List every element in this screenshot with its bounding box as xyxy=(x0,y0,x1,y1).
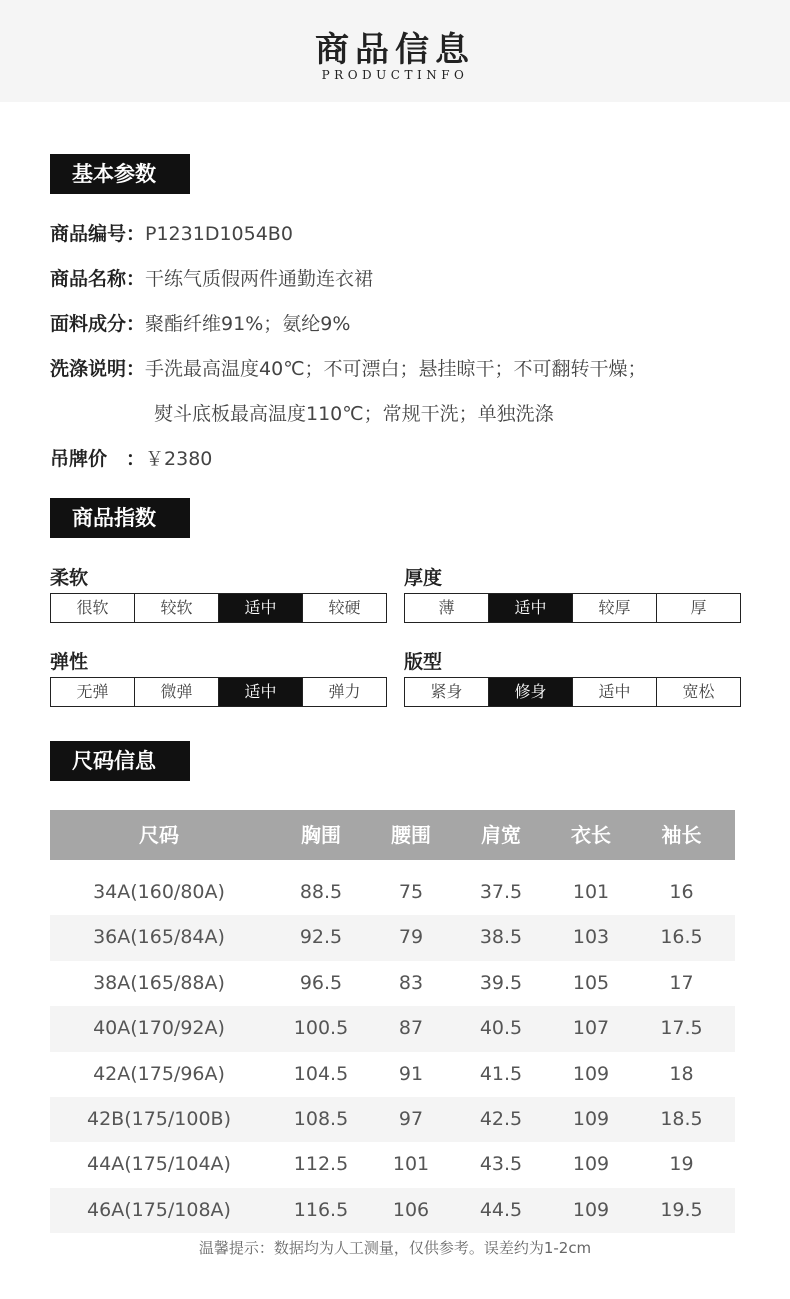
table-row xyxy=(50,870,735,915)
index-scale xyxy=(50,677,387,707)
table-cell: 43.5 xyxy=(479,1153,523,1176)
table-cell: 46A(175/108A) xyxy=(87,1198,231,1221)
param-label: 商品名称： xyxy=(50,268,146,290)
column-header: 腰围 xyxy=(391,823,431,847)
table-cell: 41.5 xyxy=(479,1062,523,1085)
table-row xyxy=(50,1006,735,1051)
table-cell: 38.5 xyxy=(479,926,523,949)
section-title-size: 尺码信息 xyxy=(50,741,190,781)
table-cell: 17 xyxy=(669,971,694,994)
table-row xyxy=(50,961,735,1006)
table-cell: 96.5 xyxy=(299,971,343,994)
index-option-selected: 适中 xyxy=(218,678,302,706)
table-cell: 34A(160/80A) xyxy=(93,881,225,903)
index-option: 厚 xyxy=(656,594,740,622)
index-option: 适中 xyxy=(572,678,656,706)
param-row-name xyxy=(50,266,373,292)
param-label: 面料成分： xyxy=(50,313,146,335)
table-cell: 83 xyxy=(398,971,424,994)
measurement-note: 温馨提示：数据均为人工测量，仅供参考。误差约为1-2cm xyxy=(198,1239,592,1257)
table-cell: 36A(165/84A) xyxy=(93,926,225,949)
table-cell: 37.5 xyxy=(479,881,523,903)
table-cell: 101 xyxy=(572,881,610,903)
table-cell: 91 xyxy=(398,1062,424,1085)
index-option: 微弹 xyxy=(134,678,218,706)
table-cell: 105 xyxy=(572,971,610,994)
index-option: 较厚 xyxy=(572,594,656,622)
table-cell: 16 xyxy=(669,881,694,903)
param-label: 洗涤说明： xyxy=(50,358,146,380)
page-subtitle: PRODUCTINFO xyxy=(321,68,469,82)
param-value: 熨斗底板最高温度110℃；常规干洗；单独洗涤 xyxy=(154,403,554,425)
table-cell: 40A(170/92A) xyxy=(93,1017,225,1040)
index-option: 宽松 xyxy=(656,678,740,706)
table-cell: 92.5 xyxy=(299,926,343,949)
index-option: 薄 xyxy=(438,598,455,617)
param-label: 商品编号： xyxy=(50,223,146,245)
param-value: 聚酯纤维91%；氨纶9% xyxy=(145,313,351,335)
index-option: 无弹 xyxy=(76,682,109,701)
index-option: 弹力 xyxy=(302,678,386,706)
table-cell: 44.5 xyxy=(479,1198,523,1221)
index-option-selected: 适中 xyxy=(218,594,302,622)
table-cell: 104.5 xyxy=(293,1062,349,1085)
table-cell: 42A(175/96A) xyxy=(93,1062,225,1085)
table-cell: 109 xyxy=(572,1062,610,1085)
table-cell: 106 xyxy=(392,1198,430,1221)
table-row xyxy=(50,1052,735,1097)
size-table-header xyxy=(50,810,735,860)
table-cell: 42.5 xyxy=(479,1107,523,1130)
index-option: 较软 xyxy=(134,594,218,622)
page-title: 商品信息 xyxy=(315,30,475,70)
table-cell: 97 xyxy=(398,1107,424,1130)
table-cell: 116.5 xyxy=(293,1198,349,1221)
index-option-selected: 适中 xyxy=(488,594,572,622)
index-group-softness xyxy=(50,565,387,623)
table-cell: 16.5 xyxy=(660,926,703,949)
index-scale xyxy=(50,593,387,623)
index-option: 紧身 xyxy=(430,682,463,701)
table-cell: 75 xyxy=(398,881,424,903)
table-cell: 87 xyxy=(398,1017,424,1040)
section-title-index: 商品指数 xyxy=(50,498,190,538)
table-cell: 18 xyxy=(669,1062,694,1085)
param-row-washing-cont xyxy=(154,401,554,427)
index-group-label: 柔软 xyxy=(50,567,89,589)
index-scale xyxy=(404,677,741,707)
table-cell: 101 xyxy=(392,1153,430,1176)
table-cell: 38A(165/88A) xyxy=(93,971,225,994)
column-header: 衣长 xyxy=(571,823,611,847)
param-row-washing xyxy=(50,356,647,382)
size-table-body xyxy=(50,870,735,1233)
table-cell: 17.5 xyxy=(660,1017,703,1040)
table-cell: 109 xyxy=(572,1107,610,1130)
table-cell: 107 xyxy=(572,1017,610,1040)
index-group-elasticity xyxy=(50,649,387,707)
index-scale xyxy=(404,593,741,623)
table-cell: 109 xyxy=(572,1198,610,1221)
table-cell: 88.5 xyxy=(299,881,343,903)
index-group-label: 版型 xyxy=(404,651,443,673)
param-label: 吊牌价 ： xyxy=(50,448,146,470)
param-value: 干练气质假两件通勤连衣裙 xyxy=(145,268,374,290)
size-table xyxy=(50,810,735,1233)
param-row-price xyxy=(50,446,212,472)
param-row-code xyxy=(50,221,293,247)
table-row xyxy=(50,1097,735,1142)
table-row xyxy=(50,1142,735,1187)
table-row xyxy=(50,1188,735,1233)
index-group-label: 弹性 xyxy=(50,651,89,673)
table-cell: 18.5 xyxy=(660,1107,703,1130)
column-header: 胸围 xyxy=(301,823,341,847)
table-cell: 79 xyxy=(398,926,424,949)
table-cell: 19.5 xyxy=(660,1198,703,1221)
section-title-basic: 基本参数 xyxy=(50,154,190,194)
index-group-label: 厚度 xyxy=(404,567,443,589)
index-group-thickness xyxy=(404,565,741,623)
table-cell: 40.5 xyxy=(479,1017,523,1040)
param-row-fabric xyxy=(50,311,350,337)
index-option-selected: 修身 xyxy=(488,678,572,706)
table-cell: 44A(175/104A) xyxy=(87,1153,231,1176)
table-cell: 112.5 xyxy=(293,1153,349,1176)
param-value: 手洗最高温度40℃；不可漂白；悬挂晾干；不可翻转干燥； xyxy=(145,358,647,380)
param-value: ￥2380 xyxy=(145,448,213,470)
index-option: 较硬 xyxy=(302,594,386,622)
table-cell: 103 xyxy=(572,926,610,949)
column-header: 肩宽 xyxy=(481,823,521,847)
column-header: 尺码 xyxy=(139,823,179,847)
table-cell: 19 xyxy=(669,1153,694,1176)
table-cell: 42B(175/100B) xyxy=(86,1107,231,1130)
param-value: P1231D1054B0 xyxy=(145,223,293,245)
table-cell: 109 xyxy=(572,1153,610,1176)
index-group-fit xyxy=(404,649,741,707)
table-cell: 100.5 xyxy=(293,1017,349,1040)
table-row xyxy=(50,915,735,960)
page-header xyxy=(0,0,790,102)
table-cell: 39.5 xyxy=(479,971,523,994)
column-header: 袖长 xyxy=(661,823,702,847)
index-option: 很软 xyxy=(76,598,109,617)
table-cell: 108.5 xyxy=(293,1107,349,1130)
